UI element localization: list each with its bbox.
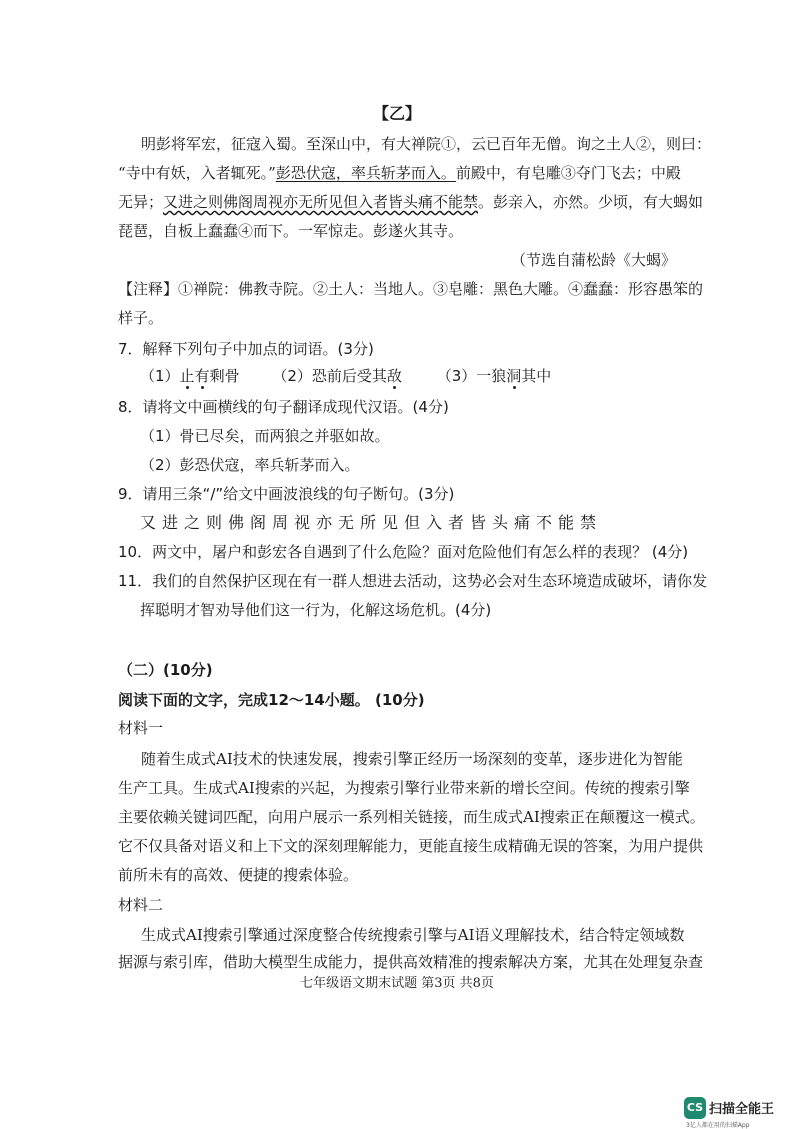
- material-1-line: 前所未有的高效、便捷的搜索体验。: [118, 866, 359, 884]
- q7-item-2: （2）恐前后受其敌: [272, 367, 402, 385]
- notes-line-2: 样子。: [118, 309, 164, 327]
- question-10: 10．两文中，屠户和彭宏各自遇到了什么危险？面对危险他们有怎么样的表现？ (4分): [118, 543, 689, 561]
- part-2-instruction: 阅读下面的文字，完成12～14小题。 (10分): [118, 691, 425, 709]
- material-1-line: 随着生成式AI技术的快速发展，搜索引擎正经历一场深刻的变革，逐步进化为智能: [141, 750, 683, 768]
- question-8-sentence-2: （2）彭恐伏寇，率兵斩茅而入。: [140, 456, 360, 474]
- material-2-line: 生成式AI搜索引擎通过深度整合传统搜索引擎与AI语义理解技术，结合特定领域数: [141, 926, 685, 944]
- material-1-line: 生产工具。生成式AI搜索的兴起，为搜索引擎行业带来新的增长空间。传统的搜索引擎: [118, 779, 690, 797]
- passage-line-3: [118, 192, 703, 212]
- passage-source: （节选自蒲松龄《大蝎》: [510, 251, 676, 269]
- q7-item-3: （3）一狼洞其中: [436, 367, 552, 385]
- question-8-sentence-1: （1）骨已尽矣，而两狼之并驱如故。: [140, 427, 390, 445]
- question-9-stem: 9．请用三条“/”给文中画波浪线的句子断句。(3分): [118, 485, 455, 503]
- question-11-line-1: 11．我们的自然保护区现在有一群人想进去活动，这势必会对生态环境造成破坏，请你发: [118, 572, 708, 590]
- camscanner-logo-icon: CS: [684, 1097, 706, 1119]
- passage-line-2: [118, 163, 681, 183]
- passage-text: 无异；: [118, 193, 164, 211]
- material-2-title: 材料二: [118, 896, 164, 914]
- material-2-line: 据源与索引库，借助大模型生成能力，提供高效精准的搜索解决方案，尤其在处理复杂查: [118, 953, 704, 971]
- passage-line-1: 明彭将军宏，征寇入蜀。至深山中，有大禅院①，云已百年无僧。询之土人②，则曰：: [141, 135, 712, 153]
- material-1-title: 材料一: [118, 719, 164, 737]
- dotted-word: 有: [194, 367, 210, 385]
- part-2-heading: （二）(10分): [118, 661, 213, 679]
- question-11-line-2: 挥聪明才智劝导他们这一行为，化解这场危机。(4分): [140, 601, 492, 619]
- question-7-stem: 7．解释下列句子中加点的词语。(3分): [118, 340, 374, 358]
- camscanner-tagline: 3亿人都在用的扫描App: [686, 1122, 750, 1129]
- passage-line-4: 琵琶，自板上蠢蠢④而下。一军惊走。彭遂火其寺。: [118, 222, 464, 240]
- dotted-word: 止: [179, 367, 195, 385]
- q7-item-1: （1）止有剩骨: [140, 367, 240, 385]
- dotted-word: 敌: [386, 367, 402, 385]
- material-1-line: 它不仅具备对语义和上下文的深刻理解能力，更能直接生成精确无误的答案，为用户提供: [118, 837, 704, 855]
- passage-quote: “寺中有妖，入者辄死。”: [118, 164, 276, 182]
- camscanner-name: 扫描全能王: [709, 1102, 775, 1117]
- page-footer: 七年级语文期末试题 第3页 共8页: [300, 976, 494, 991]
- section-title: 【乙】: [372, 104, 421, 123]
- dotted-word: 洞: [506, 367, 522, 385]
- underlined-sentence: 彭恐伏寇，率兵斩茅而入。: [275, 164, 456, 182]
- material-1-line: 主要依赖关键词匹配，向用户展示一系列相关链接，而生成式AI搜索正在颠覆这一模式。: [118, 808, 705, 826]
- question-7-items: [140, 366, 551, 386]
- question-8-stem: 8．请将文中画横线的句子翻译成现代汉语。(4分): [118, 398, 449, 416]
- passage-text: 。彭亲入，亦然。少顷，有大蝎如: [478, 193, 704, 211]
- question-9-sentence: 又进之则佛阁周视亦无所见但入者皆头痛不能禁: [140, 513, 603, 532]
- passage-text: 前殿中，有皂雕③夺门飞去；中殿: [455, 164, 681, 182]
- wavy-underlined-sentence: 又进之则佛阁周视亦无所见但入者皆头痛不能禁: [163, 193, 479, 211]
- notes-line-1: 【注释】①禅院：佛教寺院。②土人：当地人。③皂雕：黑色大雕。④蠢蠢：形容愚笨的: [118, 280, 704, 298]
